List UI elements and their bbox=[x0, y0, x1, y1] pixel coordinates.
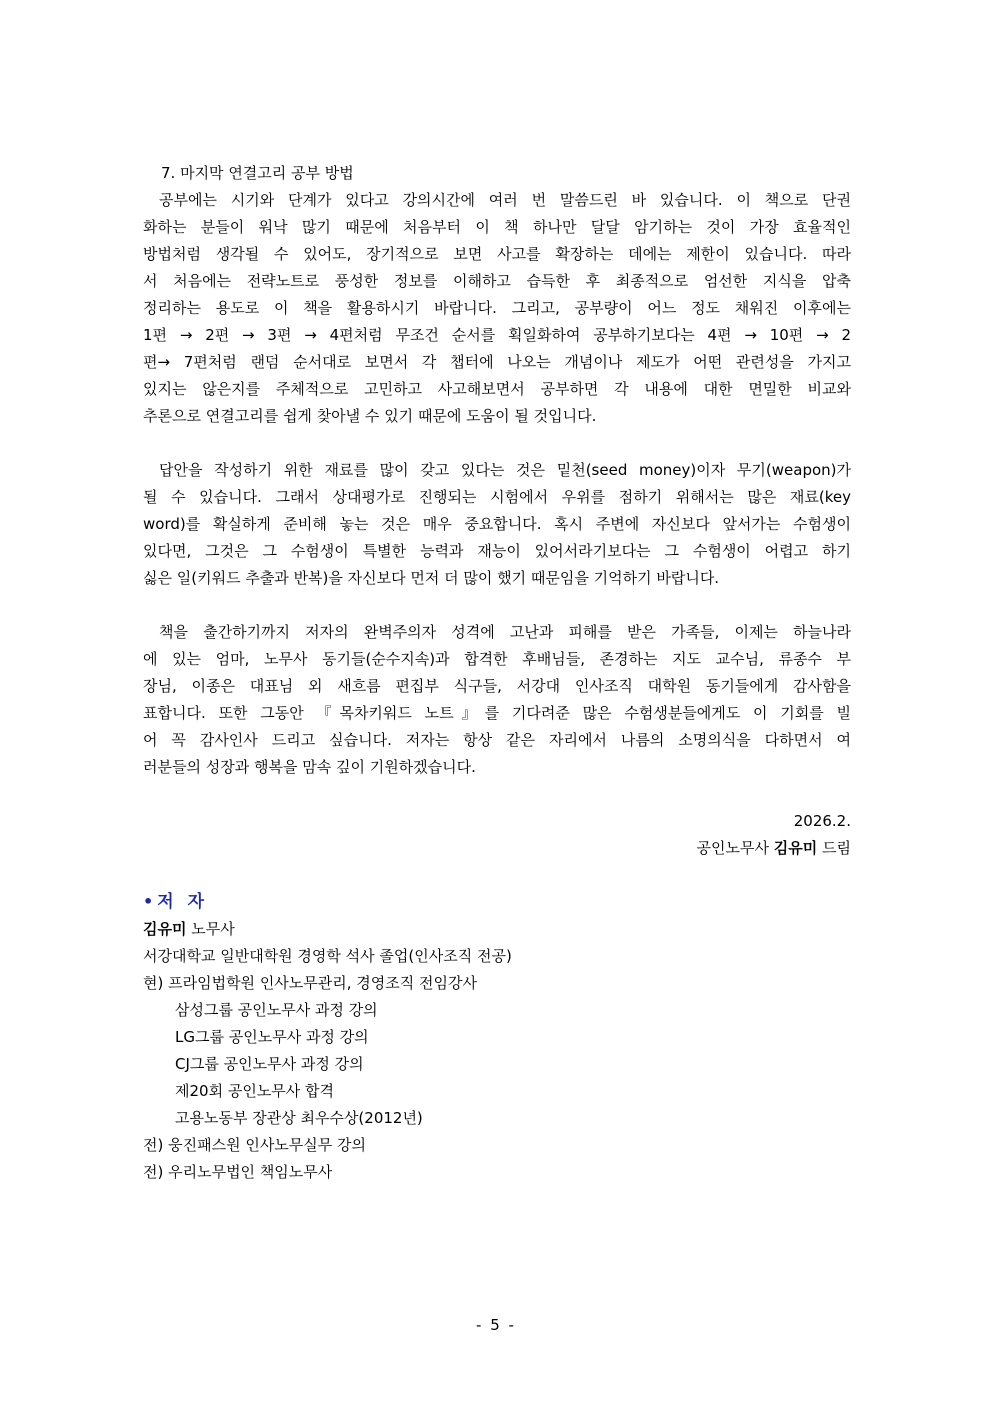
paragraph-line: 편→ 7편처럼 랜덤 순서대로 보면서 각 챕터에 나오는 개념이나 제도가 어떤 관련성을 가지고 bbox=[143, 353, 851, 371]
signature-date: 2026.2. bbox=[793, 812, 851, 830]
paragraph-line: word)를 확실하게 준비해 놓는 것은 매우 중요합니다. 혹시 주변에 자신보다 앞서가는 수험생이 bbox=[143, 515, 851, 533]
paragraph-line: 될 수 있습니다. 그래서 상대평가로 진행되는 시험에서 우위를 점하기 위해서는 많은 재료(key bbox=[143, 488, 851, 506]
author-career-item: 제20회 공인노무사 합격 bbox=[175, 1082, 335, 1100]
paragraph-line: 1편 → 2편 → 3편 → 4편처럼 무조건 순서를 획일화하여 공부하기보다는 4편 → 10편 → 2 bbox=[143, 326, 851, 344]
author-career-item: LG그룹 공인노무사 과정 강의 bbox=[175, 1028, 369, 1046]
paragraph-line: 방법처럼 생각될 수 있어도, 장기적으로 보면 사고를 확장하는 데에는 제한이 있습니다. 따라 bbox=[143, 245, 851, 263]
author-former-item: 전) 웅진패스원 인사노무실무 강의 bbox=[143, 1136, 367, 1154]
author-name-line bbox=[143, 916, 851, 943]
page-content bbox=[143, 160, 851, 1186]
page-number: - 5 - bbox=[476, 1316, 516, 1334]
signature-prefix: 공인노무사 bbox=[696, 839, 774, 857]
paragraph-line: 있다면, 그것은 그 수험생이 특별한 능력과 재능이 있어서라기보다는 그 수험생이 어렵고 하기 bbox=[143, 542, 851, 560]
paragraph-line: 러분들의 성장과 행복을 맘속 깊이 기원하겠습니다. bbox=[143, 758, 476, 776]
author-heading-text: 저 자 bbox=[157, 892, 208, 912]
spacer bbox=[143, 592, 851, 619]
paragraph-line: 공부에는 시기와 단계가 있다고 강의시간에 여러 번 말씀드린 바 있습니다. 이 책으로 단권 bbox=[159, 191, 851, 209]
author-name: 김유미 bbox=[143, 920, 187, 938]
paragraph-line: 에 있는 엄마, 노무사 동기들(순수지속)과 합격한 후배님들, 존경하는 지도 교수님, 류종수 부 bbox=[143, 650, 851, 668]
paragraph-line: 장님, 이종은 대표님 외 새흐름 편집부 식구들, 서강대 인사조직 대학원 동기들에게 감사함을 bbox=[143, 677, 851, 695]
paragraph-line: 정리하는 용도로 이 책을 활용하시기 바랍니다. 그리고, 공부량이 어느 정도 채워진 이후에는 bbox=[143, 299, 851, 317]
paragraph-line: 있지는 않은지를 주체적으로 고민하고 사고해보면서 공부하면 각 내용에 대한 면밀한 비교와 bbox=[143, 380, 851, 398]
paragraph-line: 책을 출간하기까지 저자의 완벽주의자 성격에 고난과 피해를 받은 가족들, 이제는 하늘나라 bbox=[159, 623, 851, 641]
author-career-item: CJ그룹 공인노무사 과정 강의 bbox=[175, 1055, 364, 1073]
author-education: 서강대학교 일반대학원 경영학 석사 졸업(인사조직 전공) bbox=[143, 947, 512, 965]
paragraph-line: 싫은 일(키워드 추출과 반복)을 자신보다 먼저 더 많이 했기 때문임을 기억하기 바랍니다. bbox=[143, 569, 720, 587]
author-career-item: 삼성그룹 공인노무사 과정 강의 bbox=[175, 1001, 378, 1019]
paragraph-line: 어 꼭 감사인사 드리고 싶습니다. 저자는 항상 같은 자리에서 나름의 소명의식을 다하면서 여 bbox=[143, 731, 851, 749]
signature-name: 김유미 bbox=[773, 839, 818, 857]
author-section bbox=[143, 888, 851, 1186]
section-title: 7. 마지막 연결고리 공부 방법 bbox=[161, 164, 354, 182]
author-former-item: 전) 우리노무법인 책임노무사 bbox=[143, 1163, 333, 1181]
paragraph-materials bbox=[143, 457, 851, 592]
author-current: 현) 프라임법학원 인사노무관리, 경영조직 전임강사 bbox=[143, 974, 477, 992]
spacer bbox=[143, 430, 851, 457]
section7-paragraph bbox=[143, 187, 851, 430]
author-heading bbox=[143, 888, 851, 916]
author-career-item: 고용노동부 장관상 최우수상(2012년) bbox=[175, 1109, 423, 1127]
paragraph-line: 화하는 분들이 워낙 많기 때문에 처음부터 이 책 하나만 달달 암기하는 것이 가장 효율적인 bbox=[143, 218, 851, 236]
bullet-icon: • bbox=[143, 892, 154, 911]
paragraph-line: 답안을 작성하기 위한 재료를 많이 갖고 있다는 것은 밑천(seed money)이자 무기(weapon)가 bbox=[159, 461, 851, 479]
spacer bbox=[143, 781, 851, 808]
paragraph-line: 서 처음에는 전략노트로 풍성한 정보를 이해하고 습득한 후 최종적으로 엄선한 지식을 압축 bbox=[143, 272, 851, 290]
paragraph-acknowledgements bbox=[143, 619, 851, 781]
signature-line bbox=[143, 835, 851, 862]
paragraph-line: 추론으로 연결고리를 쉽게 찾아낼 수 있기 때문에 도움이 될 것입니다. bbox=[143, 407, 597, 425]
author-title: 노무사 bbox=[186, 920, 235, 938]
signature-suffix: 드림 bbox=[817, 839, 851, 857]
paragraph-line: 표합니다. 또한 그동안 『목차키워드 노트』를 기다려준 많은 수험생분들에게도 이 기회를 빌 bbox=[143, 704, 851, 722]
